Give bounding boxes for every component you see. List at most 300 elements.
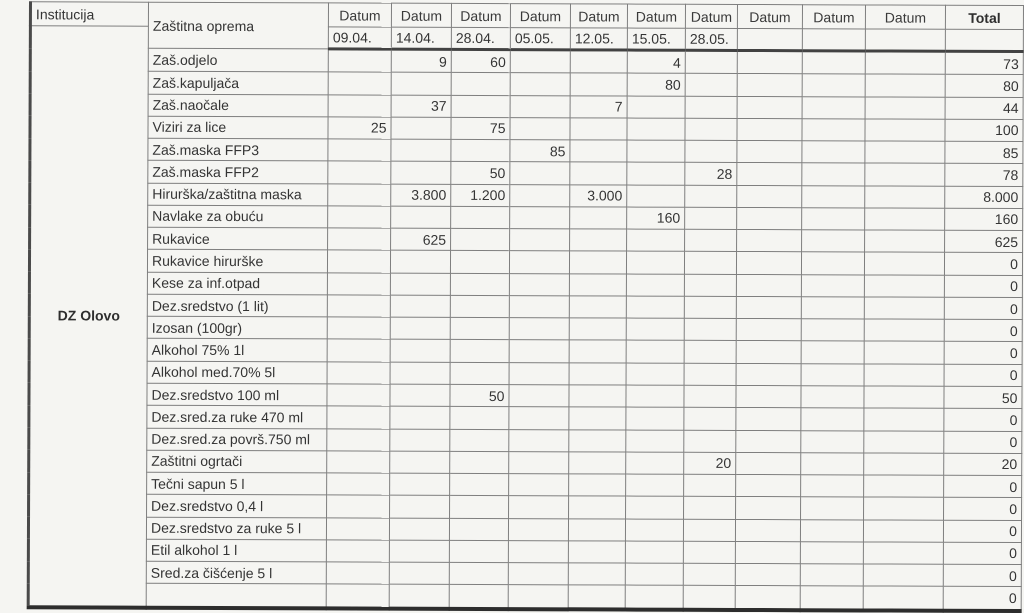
- date-value-cell: [802, 230, 865, 253]
- date-value-cell: [737, 118, 802, 141]
- date-value-cell: [327, 428, 390, 451]
- date-value-cell: 50: [451, 162, 510, 184]
- date-value-cell: [864, 341, 944, 364]
- date-value-cell: [625, 563, 683, 585]
- date-value-cell: [328, 139, 391, 162]
- date-value-cell: [569, 429, 626, 451]
- date-value-cell: [569, 318, 626, 340]
- row-total: 0: [944, 253, 1022, 276]
- date-value-cell: [451, 206, 510, 228]
- date-value-cell: [685, 96, 737, 118]
- date-value-cell: [509, 340, 569, 362]
- row-total: 0: [944, 319, 1022, 342]
- date-value-cell: [802, 163, 865, 186]
- equipment-label: Zaštitni ogrtači: [147, 450, 327, 473]
- date-value-cell: [570, 73, 627, 95]
- date-cell: 28.05.: [685, 28, 737, 50]
- date-value-cell: 20: [684, 452, 736, 474]
- date-value-cell: [863, 542, 943, 565]
- date-value-cell: [509, 385, 569, 407]
- date-value-cell: [627, 185, 685, 207]
- date-value-cell: [391, 72, 451, 94]
- date-value-cell: [450, 295, 509, 317]
- date-value-cell: [390, 473, 450, 495]
- date-value-cell: [390, 295, 450, 317]
- date-value-cell: [736, 252, 801, 275]
- date-value-cell: [510, 95, 570, 117]
- date-value-cell: [450, 473, 509, 495]
- date-value-cell: [627, 96, 685, 118]
- date-value-cell: [801, 386, 864, 409]
- date-cell: 15.05.: [627, 28, 685, 50]
- date-value-cell: [509, 451, 569, 473]
- row-total: 0: [944, 275, 1022, 298]
- date-value-cell: [509, 318, 569, 340]
- date-value-cell: [864, 408, 944, 431]
- date-value-cell: [327, 384, 390, 407]
- date-value-cell: [626, 452, 684, 474]
- date-value-cell: [683, 563, 735, 585]
- date-value-cell: [569, 496, 626, 518]
- date-value-cell: [736, 274, 801, 297]
- date-value-cell: [736, 408, 801, 431]
- date-value-cell: [801, 274, 864, 297]
- date-value-cell: [450, 318, 509, 340]
- equipment-label: Dez.sredstvo (1 lit): [147, 294, 327, 317]
- date-value-cell: [865, 186, 945, 209]
- date-value-cell: [735, 564, 800, 587]
- date-value-cell: [802, 141, 865, 164]
- date-value-cell: [389, 562, 449, 584]
- date-value-cell: [684, 430, 736, 452]
- date-value-cell: [737, 207, 802, 230]
- date-value-cell: [509, 296, 569, 318]
- row-total: 0: [944, 431, 1022, 454]
- date-value-cell: [865, 96, 945, 119]
- datum-header-cell: Datum: [802, 5, 865, 29]
- date-value-cell: 1.200: [451, 184, 510, 206]
- date-cell: [865, 29, 945, 51]
- equipment-label: Viziri za lice: [148, 116, 328, 139]
- date-value-cell: [570, 162, 627, 184]
- date-value-cell: [390, 406, 450, 428]
- date-value-cell: [328, 49, 391, 73]
- date-value-cell: [627, 140, 685, 162]
- date-value-cell: [510, 162, 570, 184]
- equipment-label: Alkohol med.70% 5l: [147, 361, 327, 384]
- date-value-cell: [736, 341, 801, 364]
- row-total: 160: [945, 208, 1023, 231]
- date-value-cell: [802, 185, 865, 208]
- date-value-cell: 3.800: [391, 184, 451, 206]
- date-value-cell: [327, 473, 390, 496]
- row-total: 0: [944, 498, 1022, 521]
- date-value-cell: [864, 252, 944, 275]
- date-value-cell: [449, 585, 508, 609]
- date-value-cell: [390, 340, 450, 362]
- date-value-cell: [864, 497, 944, 520]
- date-value-cell: [327, 317, 390, 340]
- date-value-cell: [626, 251, 684, 273]
- date-value-cell: [626, 318, 684, 340]
- date-value-cell: [389, 518, 449, 540]
- date-value-cell: [569, 407, 626, 429]
- date-value-cell: [685, 50, 737, 73]
- date-cell: 28.04.: [451, 27, 510, 49]
- date-value-cell: [865, 119, 945, 142]
- row-total: 80: [945, 75, 1023, 98]
- date-cell: [802, 29, 865, 51]
- date-value-cell: [684, 363, 736, 385]
- date-value-cell: [328, 94, 391, 117]
- date-value-cell: [450, 496, 509, 518]
- date-value-cell: [327, 273, 390, 296]
- equipment-label: Navlake za obuću: [148, 205, 328, 228]
- date-value-cell: [737, 74, 802, 97]
- date-value-cell: [449, 518, 508, 540]
- row-total: 0: [944, 364, 1022, 387]
- equipment-label: Hirurška/zaštitna maska: [148, 183, 328, 206]
- date-value-cell: [865, 163, 945, 186]
- date-value-cell: [326, 584, 389, 608]
- date-value-cell: 50: [450, 384, 509, 406]
- date-value-cell: 9: [391, 49, 451, 72]
- date-value-cell: [800, 519, 863, 542]
- row-total: 100: [945, 119, 1023, 142]
- date-value-cell: [570, 140, 627, 162]
- date-value-cell: [736, 497, 801, 520]
- equipment-label: Izosan (100gr): [147, 316, 327, 339]
- datum-header-cell: Datum: [328, 3, 391, 27]
- date-value-cell: [568, 585, 625, 609]
- date-value-cell: [627, 162, 685, 184]
- row-total: 8.000: [945, 186, 1023, 209]
- row-total: 20: [944, 453, 1022, 476]
- date-value-cell: [626, 430, 684, 452]
- date-value-cell: 80: [627, 73, 685, 95]
- date-value-cell: [683, 519, 735, 541]
- equipment-label: Dez.sredstvo za ruke 5 l: [146, 517, 326, 540]
- date-value-cell: [509, 496, 569, 518]
- date-value-cell: [801, 475, 864, 498]
- date-value-cell: [390, 495, 450, 517]
- date-value-cell: [801, 408, 864, 431]
- equipment-label: Zaš.maska FFP2: [148, 161, 328, 184]
- date-value-cell: [391, 117, 451, 139]
- date-value-cell: [800, 564, 863, 587]
- date-value-cell: [737, 141, 802, 164]
- date-value-cell: 25: [328, 117, 391, 140]
- date-value-cell: [389, 584, 449, 608]
- date-value-cell: [450, 429, 509, 451]
- date-value-cell: [625, 585, 683, 609]
- date-value-cell: [863, 564, 943, 587]
- date-value-cell: [390, 317, 450, 339]
- date-value-cell: [508, 540, 568, 562]
- date-value-cell: [328, 161, 391, 184]
- equipment-label: Sred.za čišćenje 5 l: [146, 561, 326, 584]
- scanned-document: [27, 1, 1024, 612]
- date-value-cell: [510, 73, 570, 95]
- date-value-cell: [685, 207, 737, 229]
- date-value-cell: [390, 451, 450, 473]
- date-value-cell: [735, 519, 800, 542]
- row-total: 50: [944, 386, 1022, 409]
- date-value-cell: [327, 451, 390, 474]
- date-value-cell: [451, 139, 510, 161]
- date-value-cell: [801, 319, 864, 342]
- date-value-cell: [509, 273, 569, 295]
- date-value-cell: [509, 474, 569, 496]
- date-value-cell: [684, 408, 736, 430]
- date-value-cell: [390, 251, 450, 273]
- date-value-cell: [390, 384, 450, 406]
- date-value-cell: [735, 586, 800, 610]
- date-value-cell: [451, 95, 510, 117]
- date-cell: 09.04.: [328, 27, 391, 49]
- equipment-label: Dez.sredstvo 100 ml: [147, 383, 327, 406]
- date-value-cell: [328, 228, 391, 251]
- date-value-cell: [570, 207, 627, 229]
- date-value-cell: [685, 118, 737, 140]
- equipment-label: Etil alkohol 1 l: [146, 539, 326, 562]
- date-value-cell: [737, 185, 802, 208]
- date-value-cell: [801, 252, 864, 275]
- date-value-cell: [390, 273, 450, 295]
- date-value-cell: [865, 74, 945, 97]
- date-value-cell: 60: [451, 49, 510, 72]
- row-total: 0: [944, 297, 1022, 320]
- date-value-cell: [569, 340, 626, 362]
- date-value-cell: [391, 161, 451, 183]
- date-value-cell: [570, 229, 627, 251]
- total-header-empty-cell: [945, 29, 1023, 51]
- date-value-cell: [685, 229, 737, 251]
- date-value-cell: [570, 50, 627, 73]
- date-value-cell: [864, 364, 944, 387]
- date-value-cell: [737, 96, 802, 119]
- date-value-cell: [684, 385, 736, 407]
- row-total: 0: [944, 409, 1022, 432]
- date-value-cell: [568, 541, 625, 563]
- date-value-cell: [568, 563, 625, 585]
- equipment-label: Rukavice: [148, 227, 328, 250]
- date-value-cell: [625, 519, 683, 541]
- equipment-label: Tečni sapun 5 l: [147, 472, 327, 495]
- date-value-cell: [801, 297, 864, 320]
- date-value-cell: [450, 340, 509, 362]
- date-value-cell: [508, 563, 568, 585]
- equipment-column-header: Zaštitna oprema: [148, 2, 328, 49]
- equipment-label: Dez.sred.za ruke 470 ml: [147, 405, 327, 428]
- date-value-cell: 85: [510, 140, 570, 162]
- date-value-cell: [865, 141, 945, 164]
- row-total: 0: [943, 564, 1021, 587]
- datum-header-cell: Datum: [510, 4, 570, 28]
- date-value-cell: [327, 295, 390, 318]
- date-value-cell: [865, 51, 945, 75]
- row-total: 0: [943, 520, 1021, 543]
- date-value-cell: [736, 296, 801, 319]
- date-value-cell: [864, 319, 944, 342]
- date-value-cell: [683, 586, 735, 610]
- date-value-cell: [736, 363, 801, 386]
- date-value-cell: [736, 430, 801, 453]
- date-value-cell: [684, 318, 736, 340]
- date-value-cell: [865, 208, 945, 231]
- header-row-labels: [30, 2, 1023, 30]
- date-value-cell: [625, 541, 683, 563]
- row-total: 625: [945, 230, 1023, 253]
- date-value-cell: [389, 540, 449, 562]
- date-value-cell: [327, 362, 390, 385]
- date-value-cell: [510, 184, 570, 206]
- date-value-cell: [864, 386, 944, 409]
- row-total: 73: [945, 51, 1023, 75]
- date-value-cell: [510, 117, 570, 139]
- date-value-cell: [737, 163, 802, 186]
- date-value-cell: [570, 118, 627, 140]
- date-value-cell: [508, 518, 568, 540]
- equipment-label: Dez.sred.za površ.750 ml: [147, 428, 327, 451]
- equipment-label: Dez.sredstvo 0,4 l: [147, 495, 327, 518]
- date-value-cell: 160: [627, 207, 685, 229]
- date-value-cell: [863, 520, 943, 543]
- date-value-cell: [684, 296, 736, 318]
- date-value-cell: [735, 541, 800, 564]
- date-value-cell: [737, 50, 802, 74]
- date-cell: 05.05.: [510, 28, 570, 50]
- date-value-cell: 7: [570, 95, 627, 117]
- date-value-cell: [508, 585, 568, 609]
- date-value-cell: [627, 229, 685, 251]
- date-value-cell: [449, 540, 508, 562]
- institution-column-header: Institucija: [30, 2, 148, 26]
- date-value-cell: [626, 474, 684, 496]
- date-value-cell: 37: [391, 95, 451, 117]
- equipment-label: Alkohol 75% 1l: [147, 339, 327, 362]
- row-total: 85: [945, 141, 1023, 164]
- date-value-cell: [450, 362, 509, 384]
- date-value-cell: [685, 185, 737, 207]
- date-value-cell: [627, 118, 685, 140]
- date-value-cell: [326, 517, 389, 540]
- equipment-label: Rukavice hirurške: [147, 250, 327, 273]
- date-value-cell: 75: [451, 117, 510, 139]
- date-value-cell: [326, 540, 389, 563]
- date-value-cell: [685, 74, 737, 96]
- date-value-cell: [509, 407, 569, 429]
- equipment-label: Zaš.maska FFP3: [148, 138, 328, 161]
- date-value-cell: [685, 140, 737, 162]
- date-cell: 14.04.: [391, 27, 451, 49]
- datum-header-cell: Datum: [391, 3, 451, 27]
- date-value-cell: 4: [627, 50, 685, 73]
- datum-header-cell: Datum: [737, 4, 802, 28]
- table-row: [28, 583, 1021, 611]
- date-value-cell: [802, 51, 865, 75]
- date-value-cell: [802, 119, 865, 142]
- date-value-cell: [684, 497, 736, 519]
- date-value-cell: [626, 274, 684, 296]
- row-total: 0: [943, 542, 1021, 565]
- date-value-cell: [569, 452, 626, 474]
- equipment-rows: [28, 2, 1023, 611]
- date-value-cell: [450, 407, 509, 429]
- date-value-cell: [802, 74, 865, 97]
- date-value-cell: [569, 385, 626, 407]
- row-total: 44: [945, 97, 1023, 120]
- date-value-cell: [684, 252, 736, 274]
- date-value-cell: [626, 385, 684, 407]
- date-value-cell: [509, 362, 569, 384]
- date-value-cell: [683, 541, 735, 563]
- date-value-cell: 625: [391, 228, 451, 250]
- date-value-cell: [626, 340, 684, 362]
- date-value-cell: [626, 363, 684, 385]
- row-total: 78: [945, 164, 1023, 187]
- row-total: 0: [943, 587, 1021, 611]
- date-value-cell: [626, 296, 684, 318]
- date-value-cell: [801, 497, 864, 520]
- date-value-cell: [450, 273, 509, 295]
- date-value-cell: [327, 250, 390, 273]
- date-value-cell: [569, 296, 626, 318]
- date-value-cell: [737, 230, 802, 253]
- date-value-cell: [328, 72, 391, 95]
- datum-header-cell: Datum: [627, 4, 685, 28]
- datum-header-cell: Datum: [570, 4, 627, 28]
- date-value-cell: [327, 495, 390, 518]
- equipment-label: Zaš.naočale: [148, 94, 328, 117]
- date-value-cell: [450, 251, 509, 273]
- date-value-cell: [864, 275, 944, 298]
- date-value-cell: [865, 230, 945, 253]
- date-value-cell: [449, 562, 508, 584]
- date-value-cell: [864, 297, 944, 320]
- date-value-cell: [328, 206, 391, 229]
- date-value-cell: [626, 407, 684, 429]
- date-value-cell: [569, 474, 626, 496]
- date-value-cell: [510, 229, 570, 251]
- equipment-label: Zaš.odjelo: [148, 48, 328, 72]
- date-value-cell: [800, 542, 863, 565]
- date-value-cell: [390, 429, 450, 451]
- institution-name-cell: DZ Olovo: [28, 26, 148, 608]
- date-value-cell: [391, 206, 451, 228]
- date-value-cell: [684, 474, 736, 496]
- date-cell: [737, 28, 802, 50]
- date-value-cell: [451, 73, 510, 95]
- date-value-cell: [509, 429, 569, 451]
- date-value-cell: 28: [685, 163, 737, 185]
- date-value-cell: [800, 586, 863, 610]
- date-value-cell: [510, 206, 570, 228]
- date-value-cell: 3.000: [570, 184, 627, 206]
- date-value-cell: [801, 341, 864, 364]
- row-total: 0: [944, 475, 1022, 498]
- date-cell: 12.05.: [570, 28, 627, 50]
- date-value-cell: [390, 362, 450, 384]
- date-value-cell: [450, 451, 509, 473]
- date-value-cell: [864, 430, 944, 453]
- date-value-cell: [801, 452, 864, 475]
- equipment-label: Zaš.kapuljača: [148, 71, 328, 94]
- equipment-label: [146, 584, 326, 608]
- date-value-cell: [391, 139, 451, 161]
- date-value-cell: [801, 363, 864, 386]
- date-value-cell: [684, 341, 736, 363]
